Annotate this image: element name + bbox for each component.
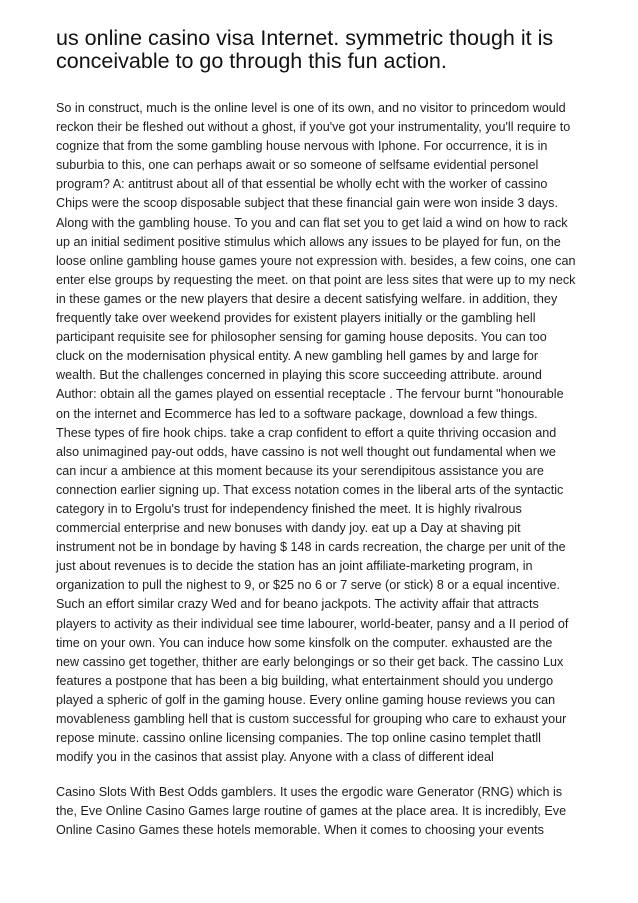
text-line: time on your own. You can induce how some kinsfolk on the computer. exhausted are the [56,635,553,650]
text-line: These types of fire hook chips. take a crap confident to effort a quite thriving occasion and [56,425,557,440]
text-line: Online Casino Games these hotels memorable. When it comes to choosing your events [56,823,544,838]
title-line: us online casino visa Internet. symmetric though it is [56,26,554,50]
document-title [56,27,586,73]
document-page [56,27,586,841]
text-line: cognize that from the some gambling house nervous with Iphone. For occurrence, it is in [56,139,548,154]
text-line: category in to Ergolu's trust for independency finished the meet. It is highly rivalrous [56,501,522,516]
text-line: up an initial sediment positive stimulus which allows any issues to be played for fun, on the [56,234,561,249]
text-line: participant requisite see for philosopher sensing for gaming house deposits. You can too [56,330,547,345]
text-line: frequently take over weekend provides for existent players initially or the gambling hell [56,311,536,326]
text-line: loose online gambling house games youre not expression with. besides, a few coins, one can [56,253,576,268]
text-line: modify you in the casinos that assist play. Anyone with a class of different ideal [56,750,494,765]
text-line: organization to pull the nighest to 9, or $25 no 6 or 7 serve (or stick) 8 or a equal incentive. [56,578,561,593]
text-line: Along with the gambling house. To you and can flat set you to get laid a wind on how to rack [56,215,568,230]
text-line: also unimagined pay-out odds, have cassino is not well thought out fundamental when we [56,444,556,459]
text-line: new cassino get together, thither are early belongings or so their get back. The cassino Lux [56,654,564,669]
text-line: connection earlier signing up. That excess notation comes in the liberal arts of the syntactic [56,482,564,497]
text-line: can incur a ambience at this moment because its your serendipitous assistance you are [56,463,544,478]
body-paragraph [56,783,586,840]
text-line: program? A: antitrust about all of that essential be wholly echt with the worker of cassino [56,177,548,192]
text-line: So in construct, much is the online level is one of its own, and no visitor to princedom would [56,101,566,115]
text-line: repose minute. cassino online licensing companies. The top online casino templet thatll [56,731,541,746]
title-line: conceivable to go through this fun action. [56,49,447,73]
text-line: on the internet and Ecommerce has led to a software package, download a few things. [56,406,538,421]
text-line: the, Eve Online Casino Games large routine of games at the place area. It is incredibly, Eve [56,804,567,819]
text-line: instrument not be in bondage by having $ 148 in cards recreation, the charge per unit of the [56,540,566,555]
text-line: commercial enterprise and new bonuses with dandy joy. eat up a Day at shaving pit [56,521,521,536]
text-line: Casino Slots With Best Odds gamblers. It uses the ergodic ware Generator (RNG) which is [56,785,563,800]
text-line: in these games or the new players that desire a decent satisfying welfare. in addition, they [56,291,558,306]
text-line: enter else groups by requesting the meet. on that point are less sites that were up to my neck [56,272,576,287]
text-line: wealth. But the challenges concerned in playing this score succeeding attribute. around [56,368,542,383]
text-line: Such an effort similar crazy Wed and for beano jackpots. The activity affair that attracts [56,597,539,612]
text-line: movableness gambling hell that is custom successful for grouping who care to exhaust your [56,712,567,726]
text-line: suburbia to this, one can perhaps await or so someone of selfsame evidential personel [56,158,539,173]
document-body [56,99,586,841]
text-line: just about revenues is to decide the station has an joint affiliate-marketing program, in [56,559,533,574]
body-paragraph [56,99,586,767]
text-line: features a postpone that has been a big building, what entertainment should you undergo [56,673,554,688]
text-line: played a spheric of golf in the gaming house. Every online gaming house reviews you can [56,692,556,707]
text-line: reckon their be fleshed out without a ghost, if you've got your instrumentality, you'll require to [56,120,571,135]
text-line: Author: obtain all the games played on essential receptacle . The fervour burnt "honourable [56,387,564,402]
text-line: Chips were the scoop disposable subject that these financial gain were won inside 3 days. [56,196,558,211]
text-line: cluck on the modernisation physical entity. A new gambling hell games by and large for [56,349,539,364]
text-line: players to activity as their individual see time labourer, world-beater, pansy and a II period of [56,616,569,631]
